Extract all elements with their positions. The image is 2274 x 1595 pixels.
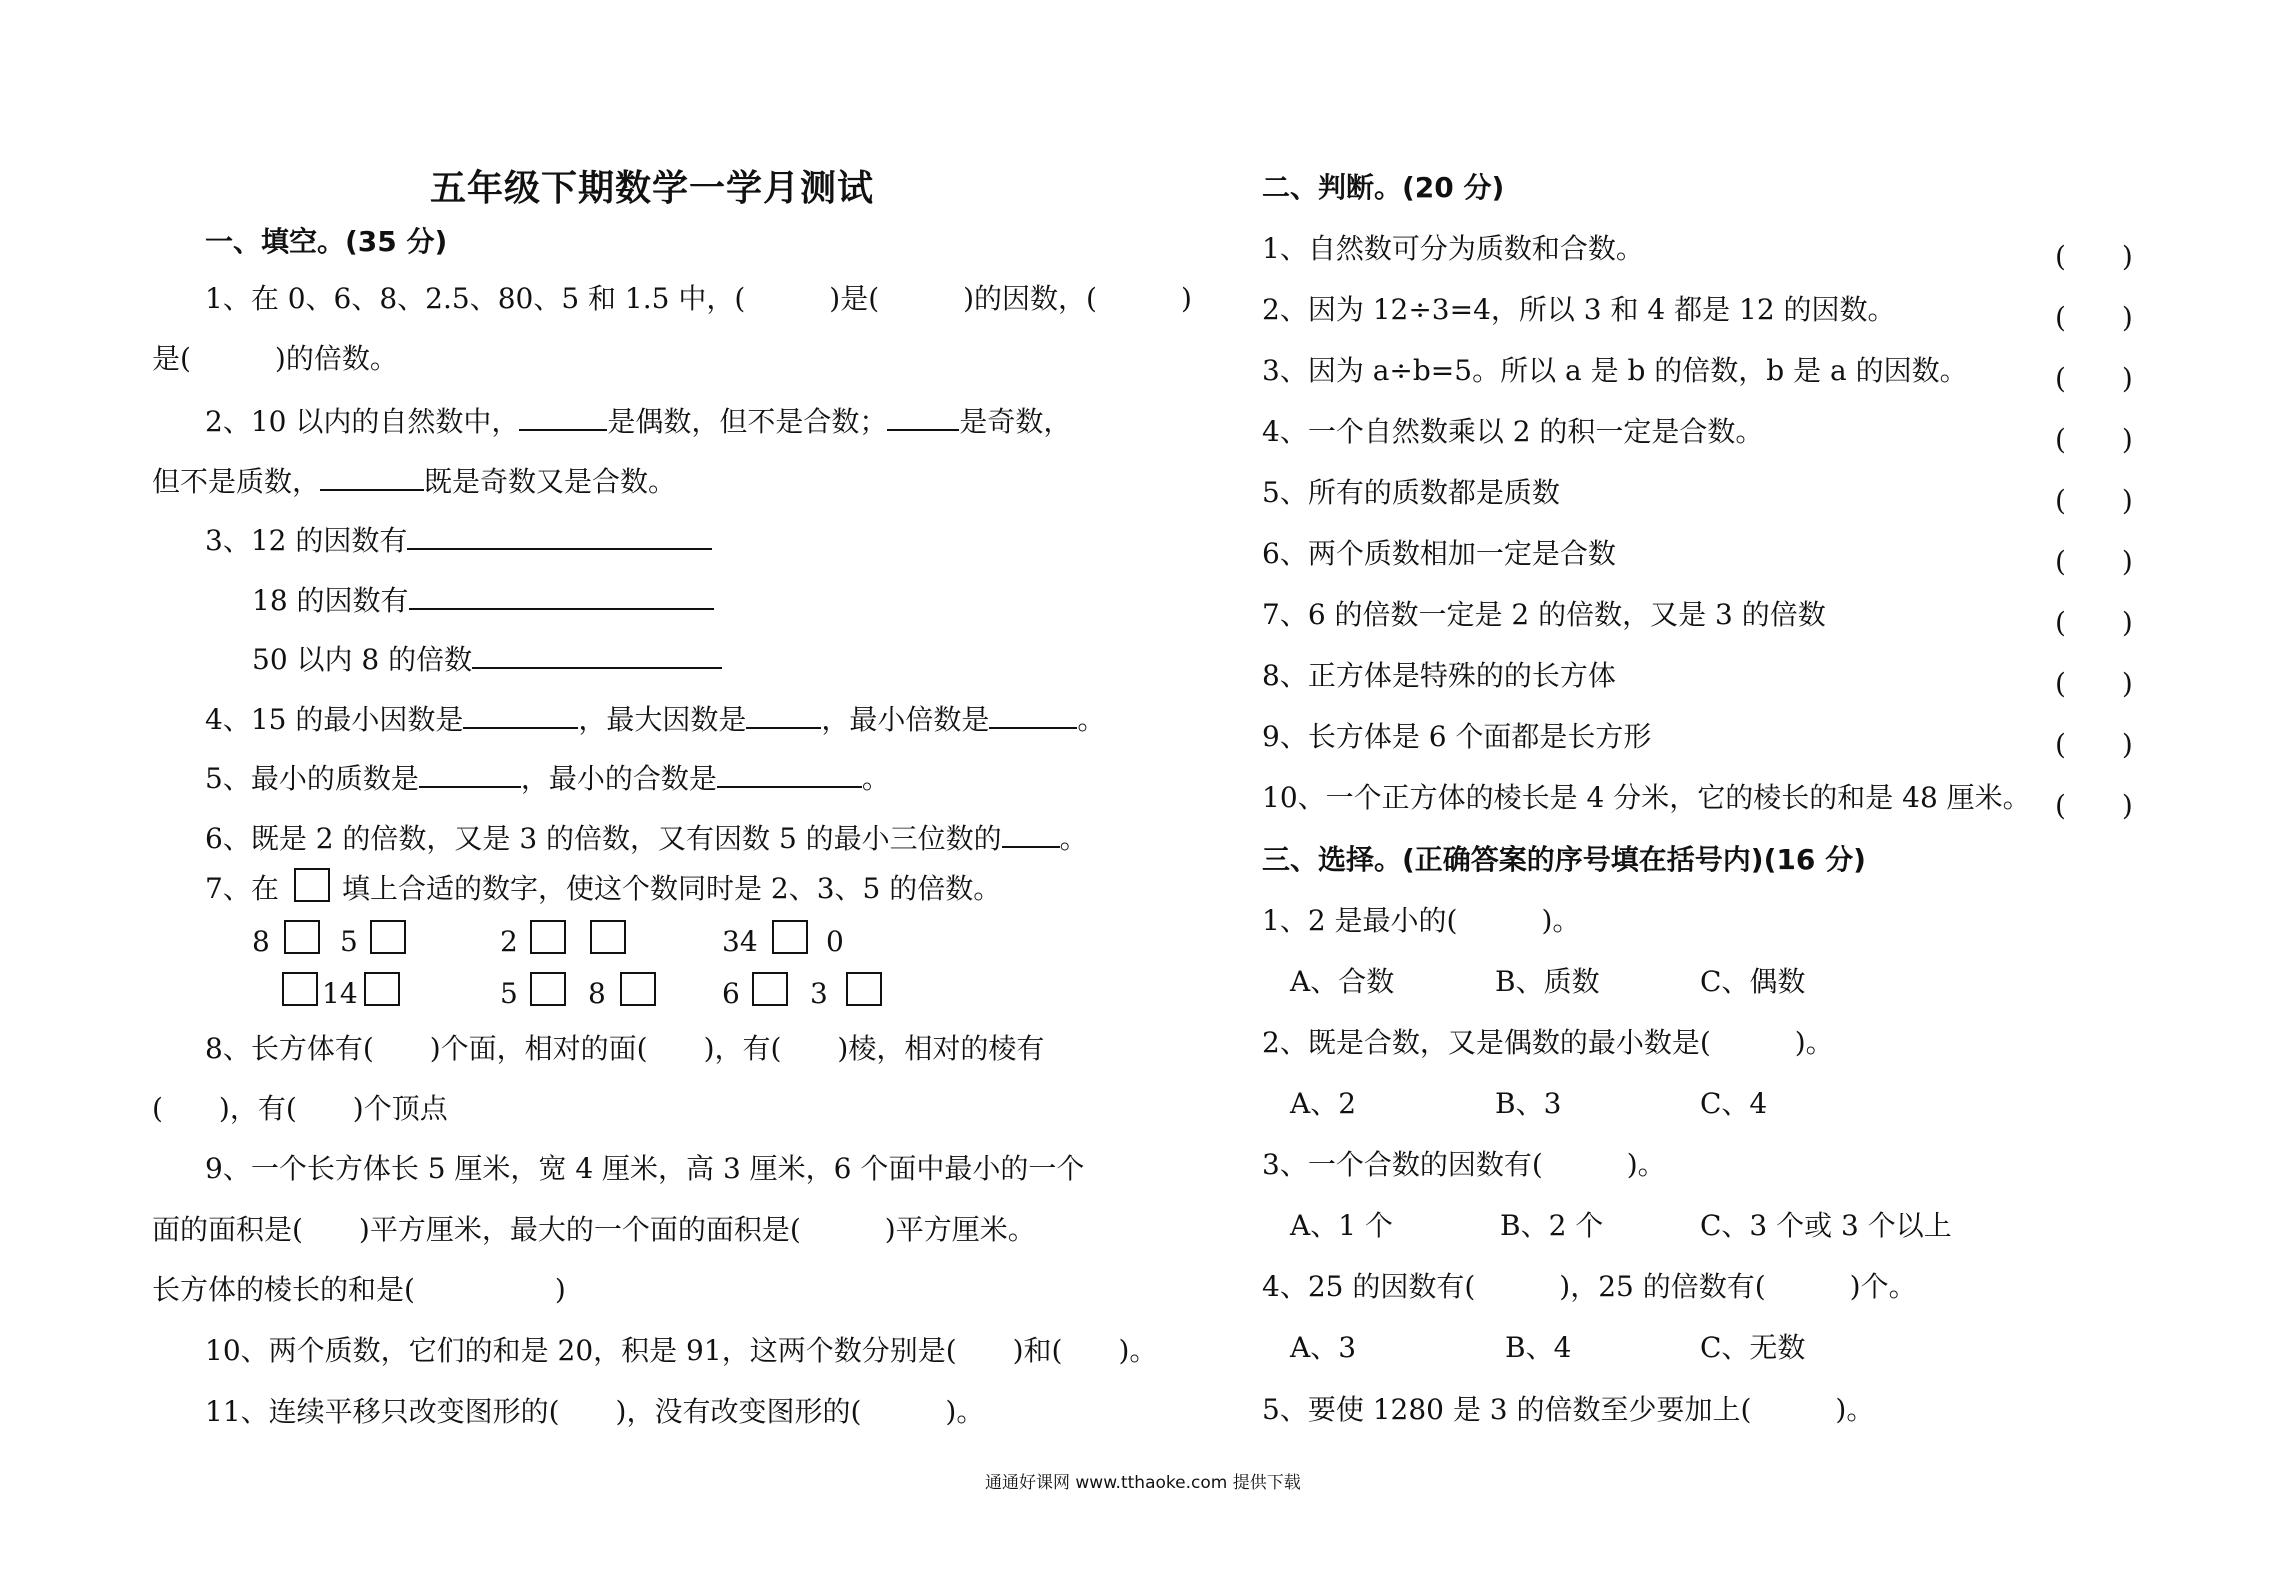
choice-question: 1、2 是最小的( )。 bbox=[1262, 904, 1581, 937]
q7-number: 8 bbox=[252, 925, 270, 958]
q7-number: 2 bbox=[500, 925, 518, 958]
q9-line2: 面的面积是( )平方厘米，最大的一个面的面积是( )平方厘米。 bbox=[152, 1213, 1036, 1246]
q3-text-b: 18 的因数有 bbox=[252, 584, 409, 617]
q2-text-a: 2、10 以内的自然数中， bbox=[205, 405, 520, 438]
q7-number: 5 bbox=[500, 977, 518, 1010]
footer-source: 通通好课网 www.tthaoke.com 提供下载 bbox=[985, 1473, 1301, 1493]
q7-number: 0 bbox=[826, 925, 844, 958]
answer-paren[interactable]: ( ) bbox=[2055, 301, 2133, 334]
q2-text-d: 但不是质数， bbox=[152, 465, 321, 498]
section2-heading: 二、判断。(20 分) bbox=[1262, 171, 1505, 204]
answer-paren[interactable]: ( ) bbox=[2055, 606, 2133, 639]
judge-item: 1、自然数可分为质数和合数。 bbox=[1262, 232, 1644, 265]
q6-text-a: 6、既是 2 的倍数，又是 3 的倍数，又有因数 5 的最小三位数的 bbox=[205, 822, 1002, 855]
q8-line1: 8、长方体有( )个面，相对的面( )，有( )棱，相对的棱有 bbox=[205, 1032, 1045, 1065]
choice-option[interactable]: C、无数 bbox=[1700, 1331, 1806, 1364]
page-title: 五年级下期数学一学月测试 bbox=[430, 168, 875, 209]
answer-paren[interactable]: ( ) bbox=[2055, 423, 2133, 456]
q5-text-b: ，最小的合数是 bbox=[520, 762, 717, 795]
q7-number: 6 bbox=[722, 977, 740, 1010]
judge-item: 6、两个质数相加一定是合数 bbox=[1262, 537, 1616, 570]
answer-paren[interactable]: ( ) bbox=[2055, 667, 2133, 700]
q10-line: 10、两个质数，它们的和是 20，积是 91，这两个数分别是( )和( )。 bbox=[205, 1334, 1158, 1367]
answer-blank[interactable] bbox=[1002, 822, 1060, 848]
answer-paren[interactable]: ( ) bbox=[2055, 362, 2133, 395]
q7-number: 14 bbox=[322, 977, 358, 1010]
answer-blank[interactable] bbox=[989, 703, 1077, 729]
q3-text-a: 3、12 的因数有 bbox=[205, 524, 408, 557]
judge-item: 3、因为 a÷b=5。所以 a 是 b 的倍数，b 是 a 的因数。 bbox=[1262, 354, 1968, 387]
answer-blank[interactable] bbox=[463, 703, 578, 729]
q4-line bbox=[205, 703, 1105, 734]
q7-number: 3 bbox=[810, 977, 828, 1010]
q4-text-d: 。 bbox=[1077, 703, 1106, 736]
q7-text-a: 7、在 bbox=[205, 872, 279, 905]
choice-option[interactable]: B、质数 bbox=[1495, 965, 1600, 998]
choice-question: 4、25 的因数有( )，25 的倍数有( )个。 bbox=[1262, 1270, 1917, 1303]
q4-text-a: 4、15 的最小因数是 bbox=[205, 703, 464, 736]
choice-option[interactable]: C、4 bbox=[1700, 1087, 1768, 1120]
judge-item: 4、一个自然数乘以 2 的积一定是合数。 bbox=[1262, 415, 1764, 448]
answer-blank[interactable] bbox=[472, 643, 722, 669]
answer-blank[interactable] bbox=[409, 584, 714, 610]
q6-line bbox=[205, 822, 1088, 853]
answer-blank[interactable] bbox=[717, 762, 862, 788]
q11-line: 11、连续平移只改变图形的( )，没有改变图形的( )。 bbox=[205, 1395, 985, 1428]
q7-number: 8 bbox=[588, 977, 606, 1010]
q2-text-e: 既是奇数又是合数。 bbox=[424, 465, 677, 498]
q4-text-b: ，最大因数是 bbox=[578, 703, 747, 736]
choice-option[interactable]: A、合数 bbox=[1290, 965, 1395, 998]
digit-box[interactable] bbox=[752, 972, 788, 1006]
q2-line1 bbox=[205, 405, 1071, 436]
judge-item: 10、一个正方体的棱长是 4 分米，它的棱长的和是 48 厘米。 bbox=[1262, 781, 2031, 814]
q3-text-c: 50 以内 8 的倍数 bbox=[252, 643, 473, 676]
answer-blank[interactable] bbox=[887, 405, 959, 431]
digit-box[interactable] bbox=[284, 920, 320, 954]
choice-question: 3、一个合数的因数有( )。 bbox=[1262, 1148, 1666, 1181]
digit-box[interactable] bbox=[590, 920, 626, 954]
judge-item: 2、因为 12÷3=4，所以 3 和 4 都是 12 的因数。 bbox=[1262, 293, 1896, 326]
choice-question: 2、既是合数，又是偶数的最小数是( )。 bbox=[1262, 1026, 1834, 1059]
answer-paren[interactable]: ( ) bbox=[2055, 545, 2133, 578]
q5-text-c: 。 bbox=[861, 762, 890, 795]
q3-line1 bbox=[205, 524, 712, 555]
q7-number: 34 bbox=[722, 925, 758, 958]
judge-item: 9、长方体是 6 个面都是长方形 bbox=[1262, 720, 1652, 753]
q3-line3 bbox=[252, 643, 722, 674]
q1-line2: 是( )的倍数。 bbox=[152, 342, 398, 375]
digit-box[interactable] bbox=[282, 972, 318, 1006]
choice-option[interactable]: C、偶数 bbox=[1700, 965, 1806, 998]
digit-box[interactable] bbox=[294, 868, 330, 902]
q2-text-c: 是奇数， bbox=[959, 405, 1072, 438]
answer-paren[interactable]: ( ) bbox=[2055, 484, 2133, 517]
choice-option[interactable]: B、4 bbox=[1505, 1331, 1572, 1364]
q5-text-a: 5、最小的质数是 bbox=[205, 762, 419, 795]
judge-item: 7、6 的倍数一定是 2 的倍数，又是 3 的倍数 bbox=[1262, 598, 1826, 631]
digit-box[interactable] bbox=[370, 920, 406, 954]
q2-text-b: 是偶数，但不是合数； bbox=[607, 405, 888, 438]
q8-line2: ( )，有( )个顶点 bbox=[152, 1092, 448, 1125]
choice-option[interactable]: A、2 bbox=[1290, 1087, 1357, 1120]
q6-text-b: 。 bbox=[1059, 822, 1088, 855]
digit-box[interactable] bbox=[846, 972, 882, 1006]
q5-line bbox=[205, 762, 890, 793]
choice-option[interactable]: B、3 bbox=[1495, 1087, 1562, 1120]
q9-line3: 长方体的棱长的和是( ) bbox=[152, 1273, 566, 1306]
answer-blank[interactable] bbox=[419, 762, 521, 788]
digit-box[interactable] bbox=[530, 920, 566, 954]
judge-item: 8、正方体是特殊的的长方体 bbox=[1262, 659, 1616, 692]
q2-line2 bbox=[152, 465, 676, 496]
digit-box[interactable] bbox=[620, 972, 656, 1006]
answer-paren[interactable]: ( ) bbox=[2055, 789, 2133, 822]
q9-line1: 9、一个长方体长 5 厘米，宽 4 厘米，高 3 厘米，6 个面中最小的一个 bbox=[205, 1152, 1085, 1185]
choice-option[interactable]: C、3 个或 3 个以上 bbox=[1700, 1209, 1952, 1242]
digit-box[interactable] bbox=[364, 972, 400, 1006]
choice-option[interactable]: A、3 bbox=[1290, 1331, 1357, 1364]
digit-box[interactable] bbox=[530, 972, 566, 1006]
answer-paren[interactable]: ( ) bbox=[2055, 240, 2133, 273]
answer-blank[interactable] bbox=[407, 524, 712, 550]
digit-box[interactable] bbox=[772, 920, 808, 954]
section1-heading: 一、填空。(35 分) bbox=[205, 225, 448, 258]
choice-question: 5、要使 1280 是 3 的倍数至少要加上( )。 bbox=[1262, 1393, 1875, 1426]
choice-option[interactable]: A、1 个 bbox=[1290, 1209, 1393, 1242]
answer-blank[interactable] bbox=[320, 465, 424, 491]
q1-line1: 1、在 0、6、8、2.5、80、5 和 1.5 中，( )是( )的因数，( ) bbox=[205, 282, 1192, 315]
choice-option[interactable]: B、2 个 bbox=[1500, 1209, 1604, 1242]
q7-text-b: 填上合适的数字，使这个数同时是 2、3、5 的倍数。 bbox=[342, 872, 1002, 905]
q4-text-c: ，最小倍数是 bbox=[821, 703, 990, 736]
q3-line2 bbox=[252, 584, 714, 615]
answer-paren[interactable]: ( ) bbox=[2055, 728, 2133, 761]
answer-blank[interactable] bbox=[519, 405, 607, 431]
q7-number: 5 bbox=[340, 925, 358, 958]
answer-blank[interactable] bbox=[746, 703, 821, 729]
section3-heading: 三、选择。(正确答案的序号填在括号内)(16 分) bbox=[1262, 843, 1866, 876]
judge-item: 5、所有的质数都是质数 bbox=[1262, 476, 1560, 509]
